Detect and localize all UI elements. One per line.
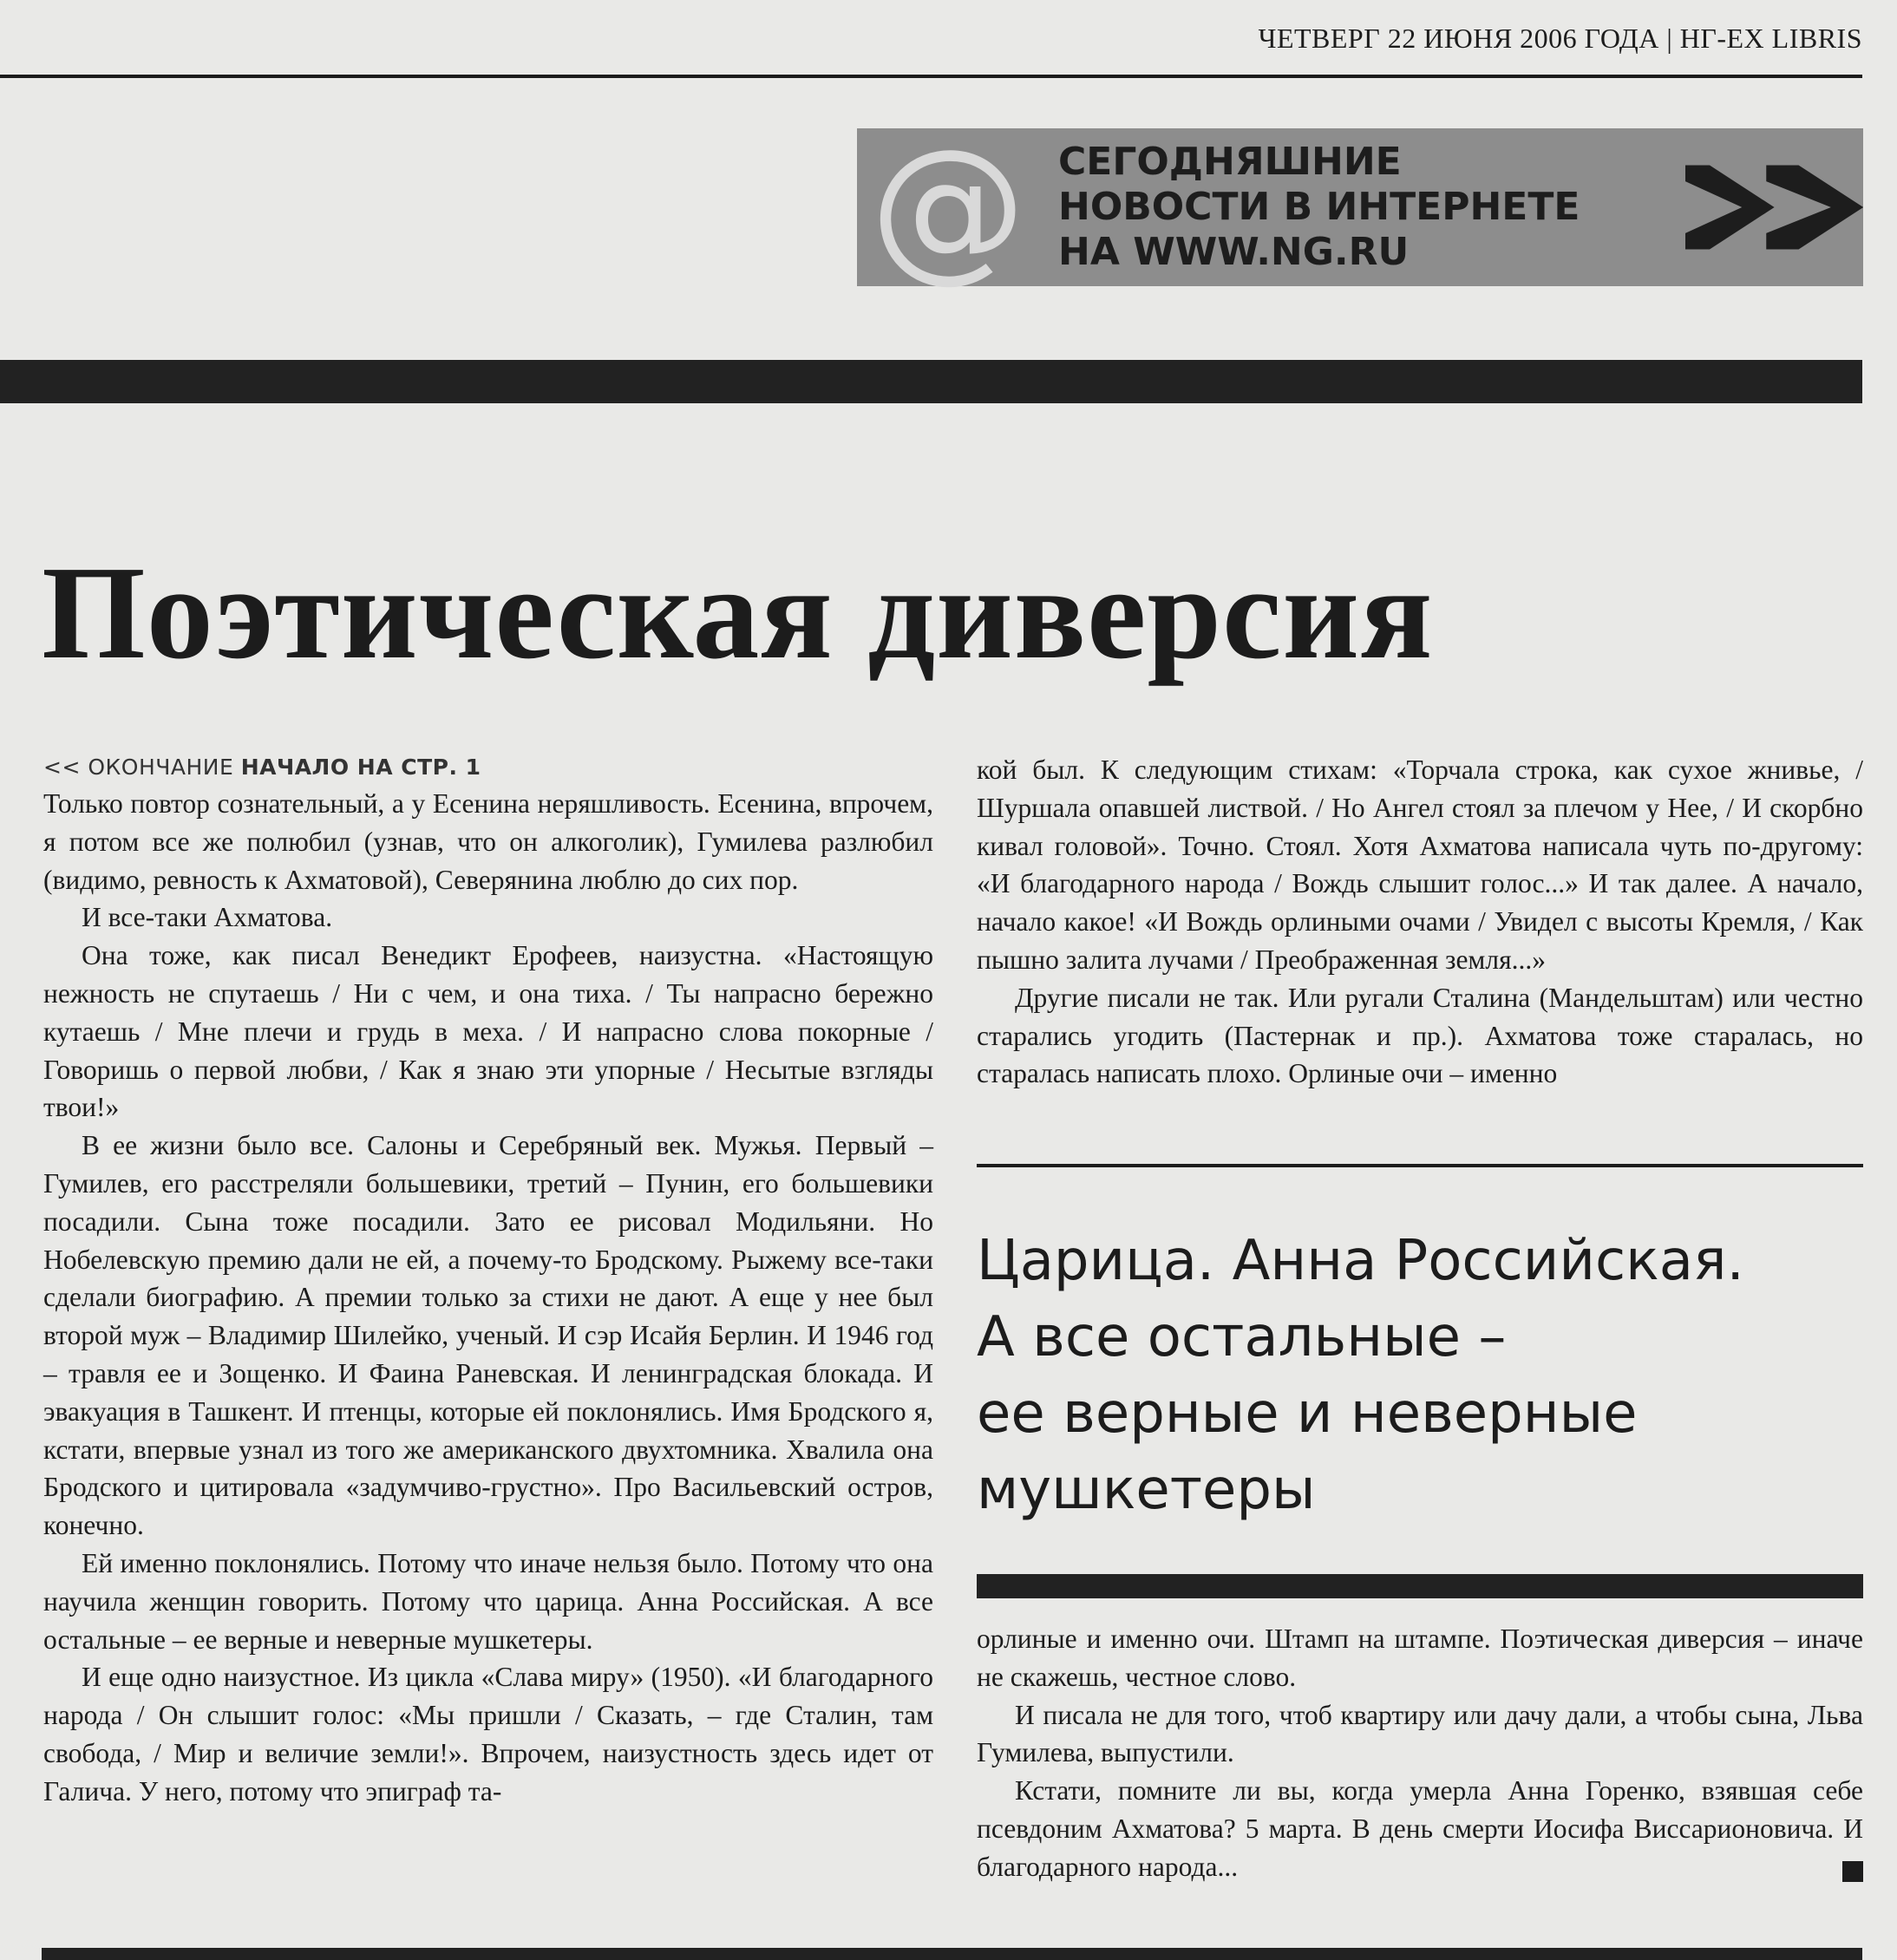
article-column-right-top: [977, 751, 1863, 1093]
article-column-left: [43, 785, 933, 1811]
double-chevron-right-icon: [1685, 155, 1863, 259]
pullquote-top-rule: [977, 1164, 1863, 1167]
kicker-page-ref: НАЧАЛО НА СТР. 1: [240, 755, 481, 780]
dateline: ЧЕТВЕРГ 22 ИЮНЯ 2006 ГОДА | НГ-EX LIBRIS: [1258, 23, 1862, 54]
promo-line: НА WWW.NG.RU: [1058, 230, 1410, 274]
paragraph: Ей именно поклонялись. Потому что иначе нельзя было. Потому что она научила женщин говорить. Потому что царица. Анна Российская. А все остальные – ее верные и неверные мушкетеры.: [43, 1547, 933, 1655]
article-headline: Поэтическая диверсия: [42, 539, 1434, 687]
header-rule: [0, 75, 1862, 78]
pull-quote: [977, 1223, 1879, 1528]
at-sign-icon: @: [870, 116, 1026, 297]
article-column-right-bottom: [977, 1620, 1863, 1886]
promo-banner[interactable]: [857, 116, 1863, 297]
paragraph: Кстати, помните ли вы, когда умерла Анна Горенко, взявшая себе псевдоним Ахматова? 5 марта. В день смерти Иосифа Виссарионовича. И благодарного народа...: [977, 1775, 1863, 1882]
footer-rule: [42, 1948, 1862, 1960]
promo-line: СЕГОДНЯШНИЕ: [1058, 140, 1402, 184]
kicker-lead: << ОКОНЧАНИЕ: [43, 755, 241, 780]
paragraph: Она тоже, как писал Венедикт Ерофеев, наизустна. «Настоящую нежность не спутаешь / Ни с чем, и она тиха. / Ты напрасно бережно кутаешь / Мне плечи и грудь в меха. / И напрасно слова покорные / Говоришь о первой любви, / Как я знаю эти упорные / Несытые взгляды твои!»: [43, 940, 933, 1123]
pull-quote-line: А все остальные –: [977, 1305, 1507, 1369]
promo-text: [1058, 140, 1625, 275]
paragraph: И писала не для того, чтоб квартиру или дачу дали, а чтобы сына, Льва Гумилева, выпустили.: [977, 1699, 1863, 1768]
paragraph: В ее жизни было все. Салоны и Серебряный век. Мужья. Первый – Гумилев, его расстреляли большевики, третий – Пунин, его большевики посадили. Сына тоже посадили. Зато ее рисовал Модильяни. Но Нобелевскую премию дали не ей, а почему-то Бродскому. Рыжему все-таки сделали биографию. А премии только за стихи не дают. А еще у нее был второй муж – Владимир Шилейко, ученый. И сэр Исайя Берлин. И 1946 год – травля ее и Зощенко. И Фаина Раневская. И ленинградская блокада. И эвакуация в Ташкент. И птенцы, которые ей поклонялись. Имя Бродского я, кстати, впервые узнал из того же американского двухтомника. Хвалила она Бродского и цитировала «задумчиво-грустно». Про Васильевский остров, конечно.: [43, 1130, 933, 1541]
paragraph: И еще одно наизустное. Из цикла «Слава миру» (1950). «И благодарного народа / Он слышит голос: «Мы пришли / Сказать, – где Сталин, там свобода, / Мир и величие земли!». Впрочем, наизустность здесь идет от Галича. У него, потому что эпиграф та-: [43, 1662, 933, 1806]
paragraph: орлиные и именно очи. Штамп на штампе. Поэтическая диверсия – иначе не скажешь, честное слово.: [977, 1624, 1863, 1692]
end-of-article-square-icon: [1842, 1861, 1863, 1882]
paragraph: кой был. К следующим стихам: «Торчала строка, как сухое жнивье, / Шуршала опавшей листвой. / Но Ангел стоял за плечом у Нее, / И скорбно кивал головой». Точно. Стоял. Хотя Ахматова написала чуть по-другому: «И благодарного народа / Вождь слышит голос...» И так далее. А начало, начало какое! «И Вождь орлиными очами / Увидел с высоты Кремля, / Как пышно залита лучами / Преображенная земля...»: [977, 755, 1863, 975]
continuation-kicker: [43, 755, 481, 780]
promo-line: НОВОСТИ В ИНТЕРНЕТЕ: [1058, 185, 1580, 229]
paragraph: Другие писали не так. Или ругали Сталина (Мандельштам) или честно старались угодить (Пастернак и пр.). Ахматова тоже старалась, но старалась написать плохо. Орлиные очи – именно: [977, 982, 1863, 1089]
section-divider: [0, 360, 1862, 403]
pullquote-bottom-rule: [977, 1574, 1863, 1598]
pull-quote-line: ее верные и неверные: [977, 1382, 1638, 1446]
paragraph: Только повтор сознательный, а у Есенина неряшливость. Есенина, впрочем, я потом все же полюбил (узнав, что он алкоголик), Гумилева разлюбил (видимо, ревность к Ахматовой), Северянина люблю до сих пор.: [43, 788, 933, 895]
paragraph: И все-таки Ахматова.: [82, 902, 333, 933]
pull-quote-line: Царица. Анна Российская.: [977, 1229, 1744, 1293]
pull-quote-line: мушкетеры: [977, 1458, 1316, 1522]
